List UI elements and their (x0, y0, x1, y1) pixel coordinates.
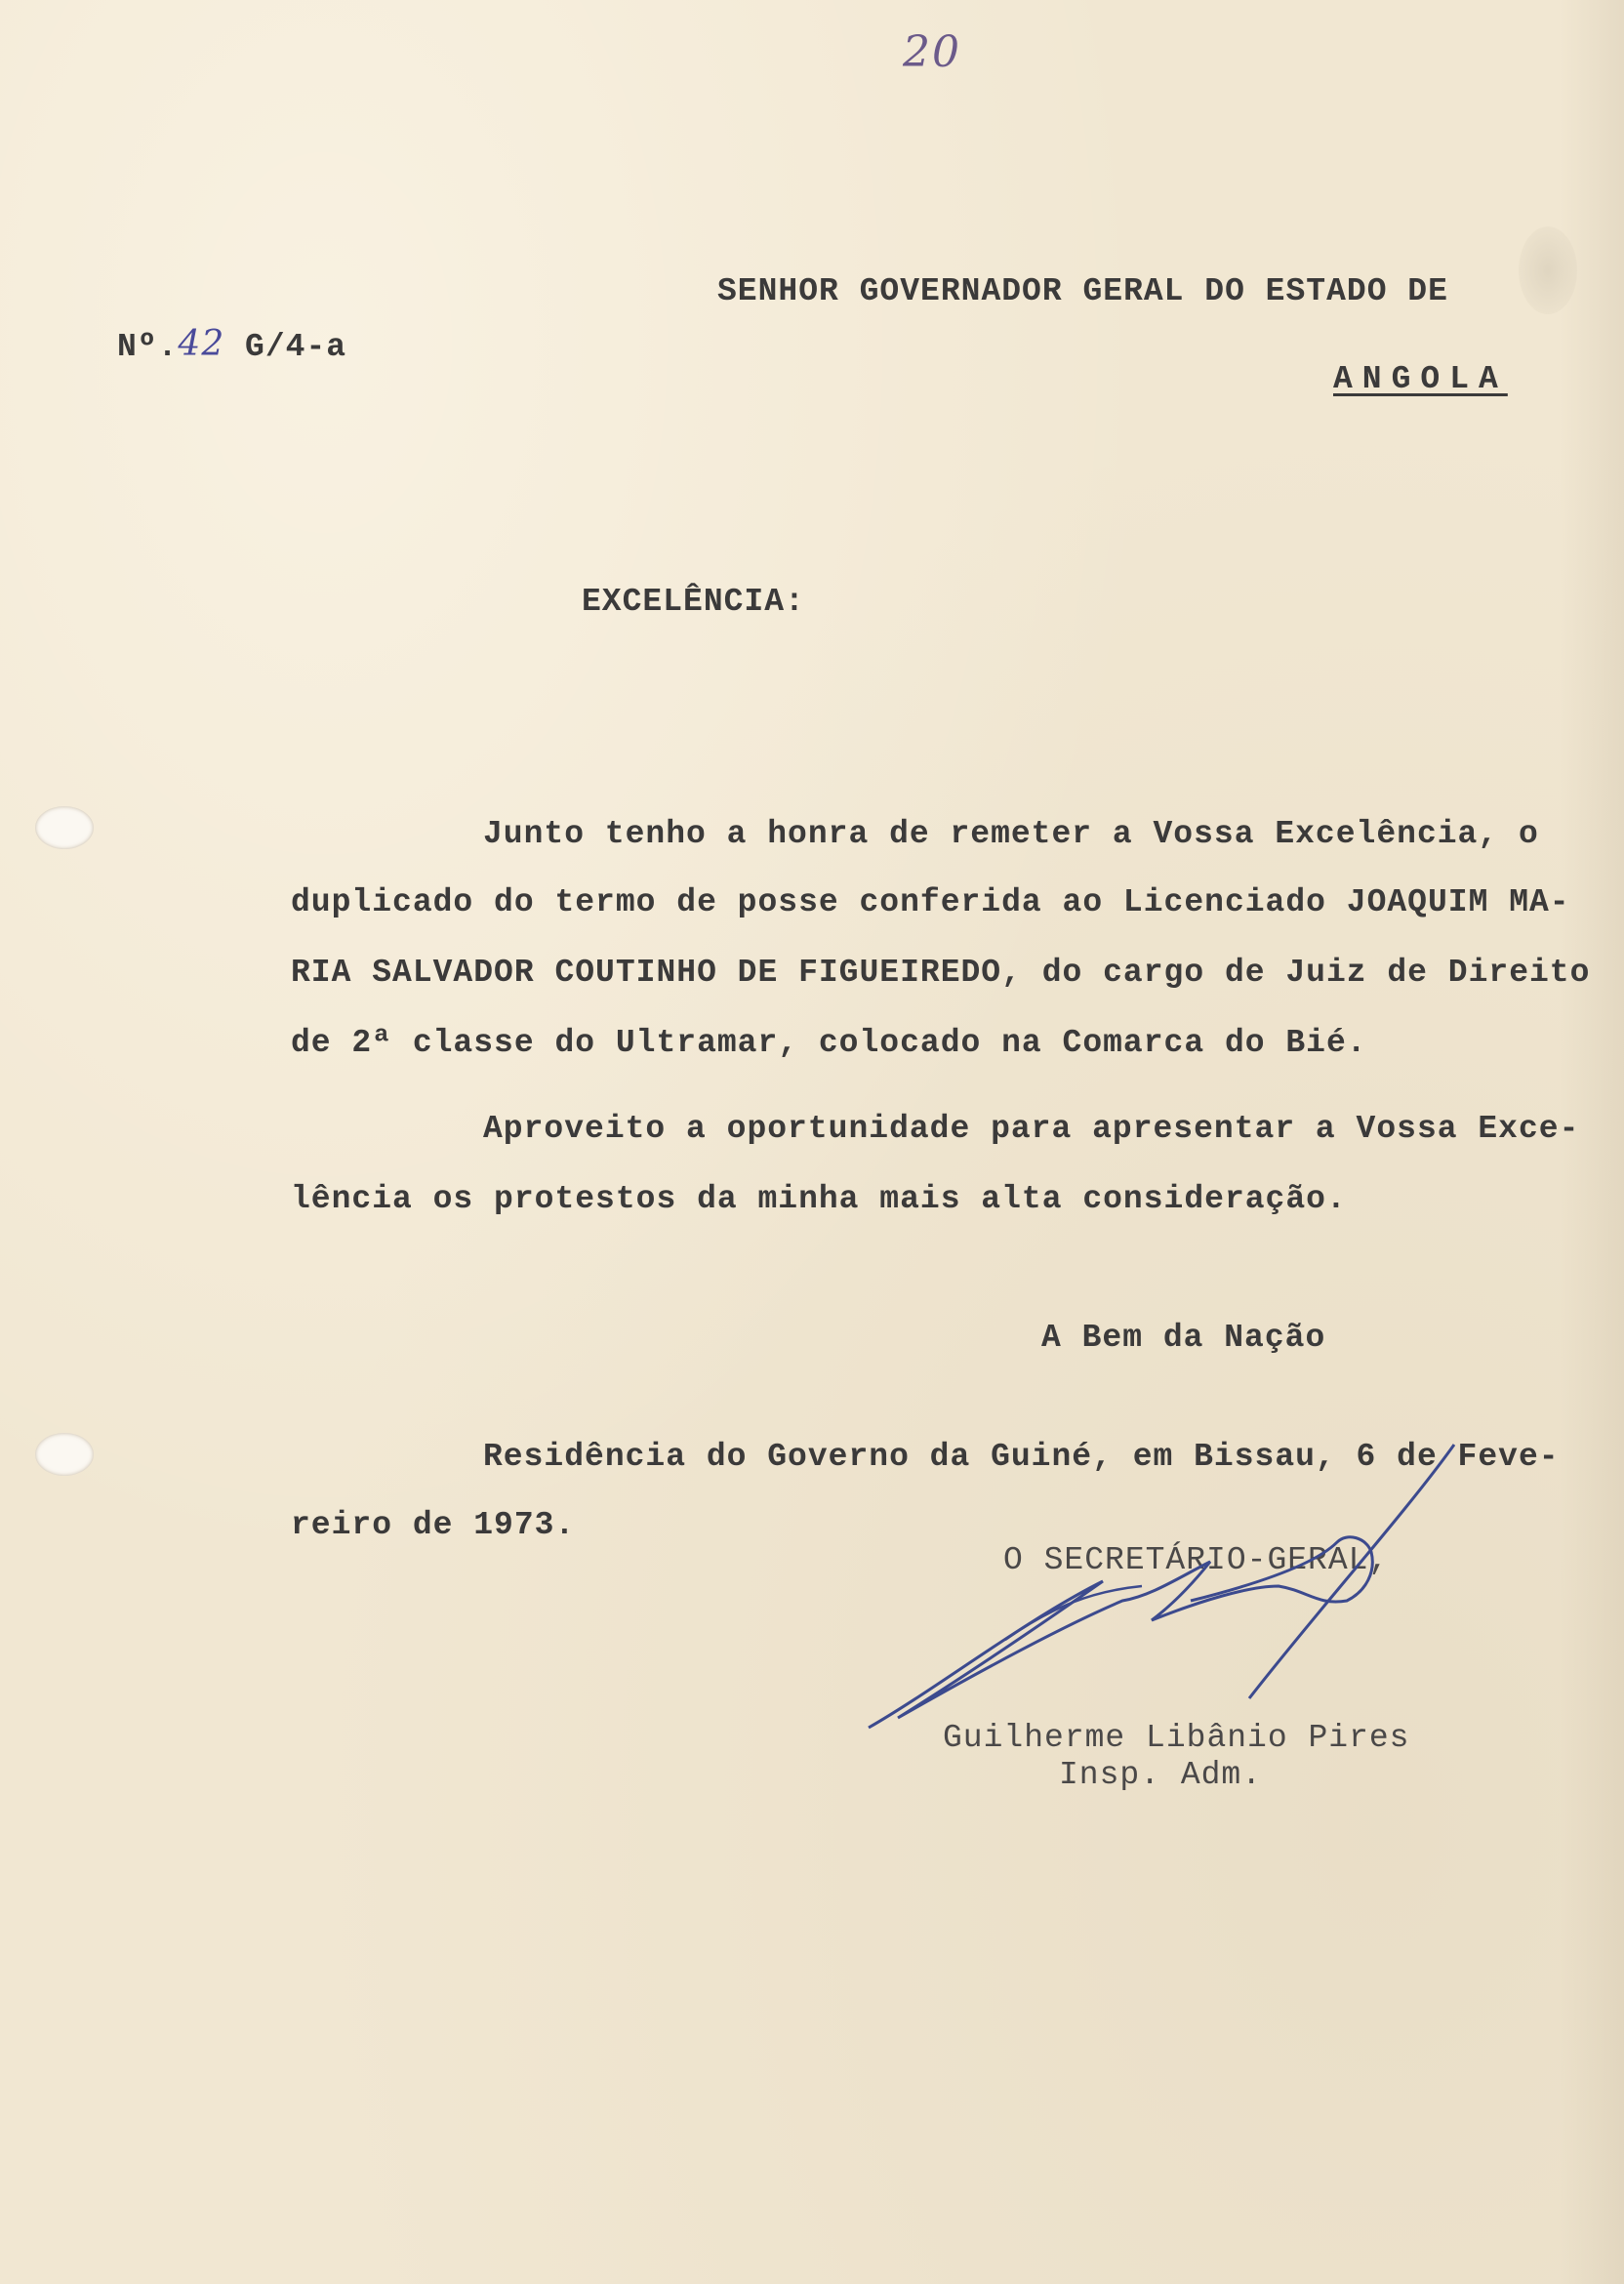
place-date-line: Residência do Governo da Guiné, em Bissau, 6 de Feve- (483, 1439, 1560, 1475)
body-line: lência os protestos da minha mais alta consideração. (291, 1181, 1347, 1217)
reference-code: G/4-a (245, 329, 347, 365)
place-date-line: reiro de 1973. (291, 1507, 576, 1543)
signatory-title: O SECRETÁRIO-GERAL, (1003, 1542, 1390, 1578)
addressee-country: ANGOLA (1333, 361, 1508, 397)
punch-hole (35, 806, 94, 849)
closing-formula: A Bem da Nação (1041, 1320, 1326, 1356)
reference-number (117, 324, 346, 365)
body-line: de 2ª classe do Ultramar, colocado na Comarca do Bié. (291, 1025, 1367, 1061)
signatory-rank: Insp. Adm. (1059, 1757, 1263, 1793)
body-line: RIA SALVADOR COUTINHO DE FIGUEIREDO, do cargo de Juiz de Direito (291, 955, 1591, 991)
handwritten-signature (859, 1406, 1522, 1757)
salutation: EXCELÊNCIA: (582, 584, 805, 620)
addressee-line: SENHOR GOVERNADOR GERAL DO ESTADO DE (717, 273, 1448, 309)
reference-handwritten-number: 42 (178, 324, 225, 364)
reference-prefix: Nº. (117, 329, 179, 365)
body-line: Aproveito a oportunidade para apresentar a Vossa Exce- (483, 1111, 1580, 1147)
signatory-name: Guilherme Libânio Pires (943, 1720, 1410, 1756)
punch-hole (35, 1433, 94, 1476)
body-line: Junto tenho a honra de remeter a Vossa Excelência, o (483, 816, 1539, 852)
handwritten-page-number: 20 (903, 27, 961, 77)
paper-smudge (1519, 226, 1577, 314)
body-line: duplicado do termo de posse conferida ao Licenciado JOAQUIM MA- (291, 884, 1570, 920)
